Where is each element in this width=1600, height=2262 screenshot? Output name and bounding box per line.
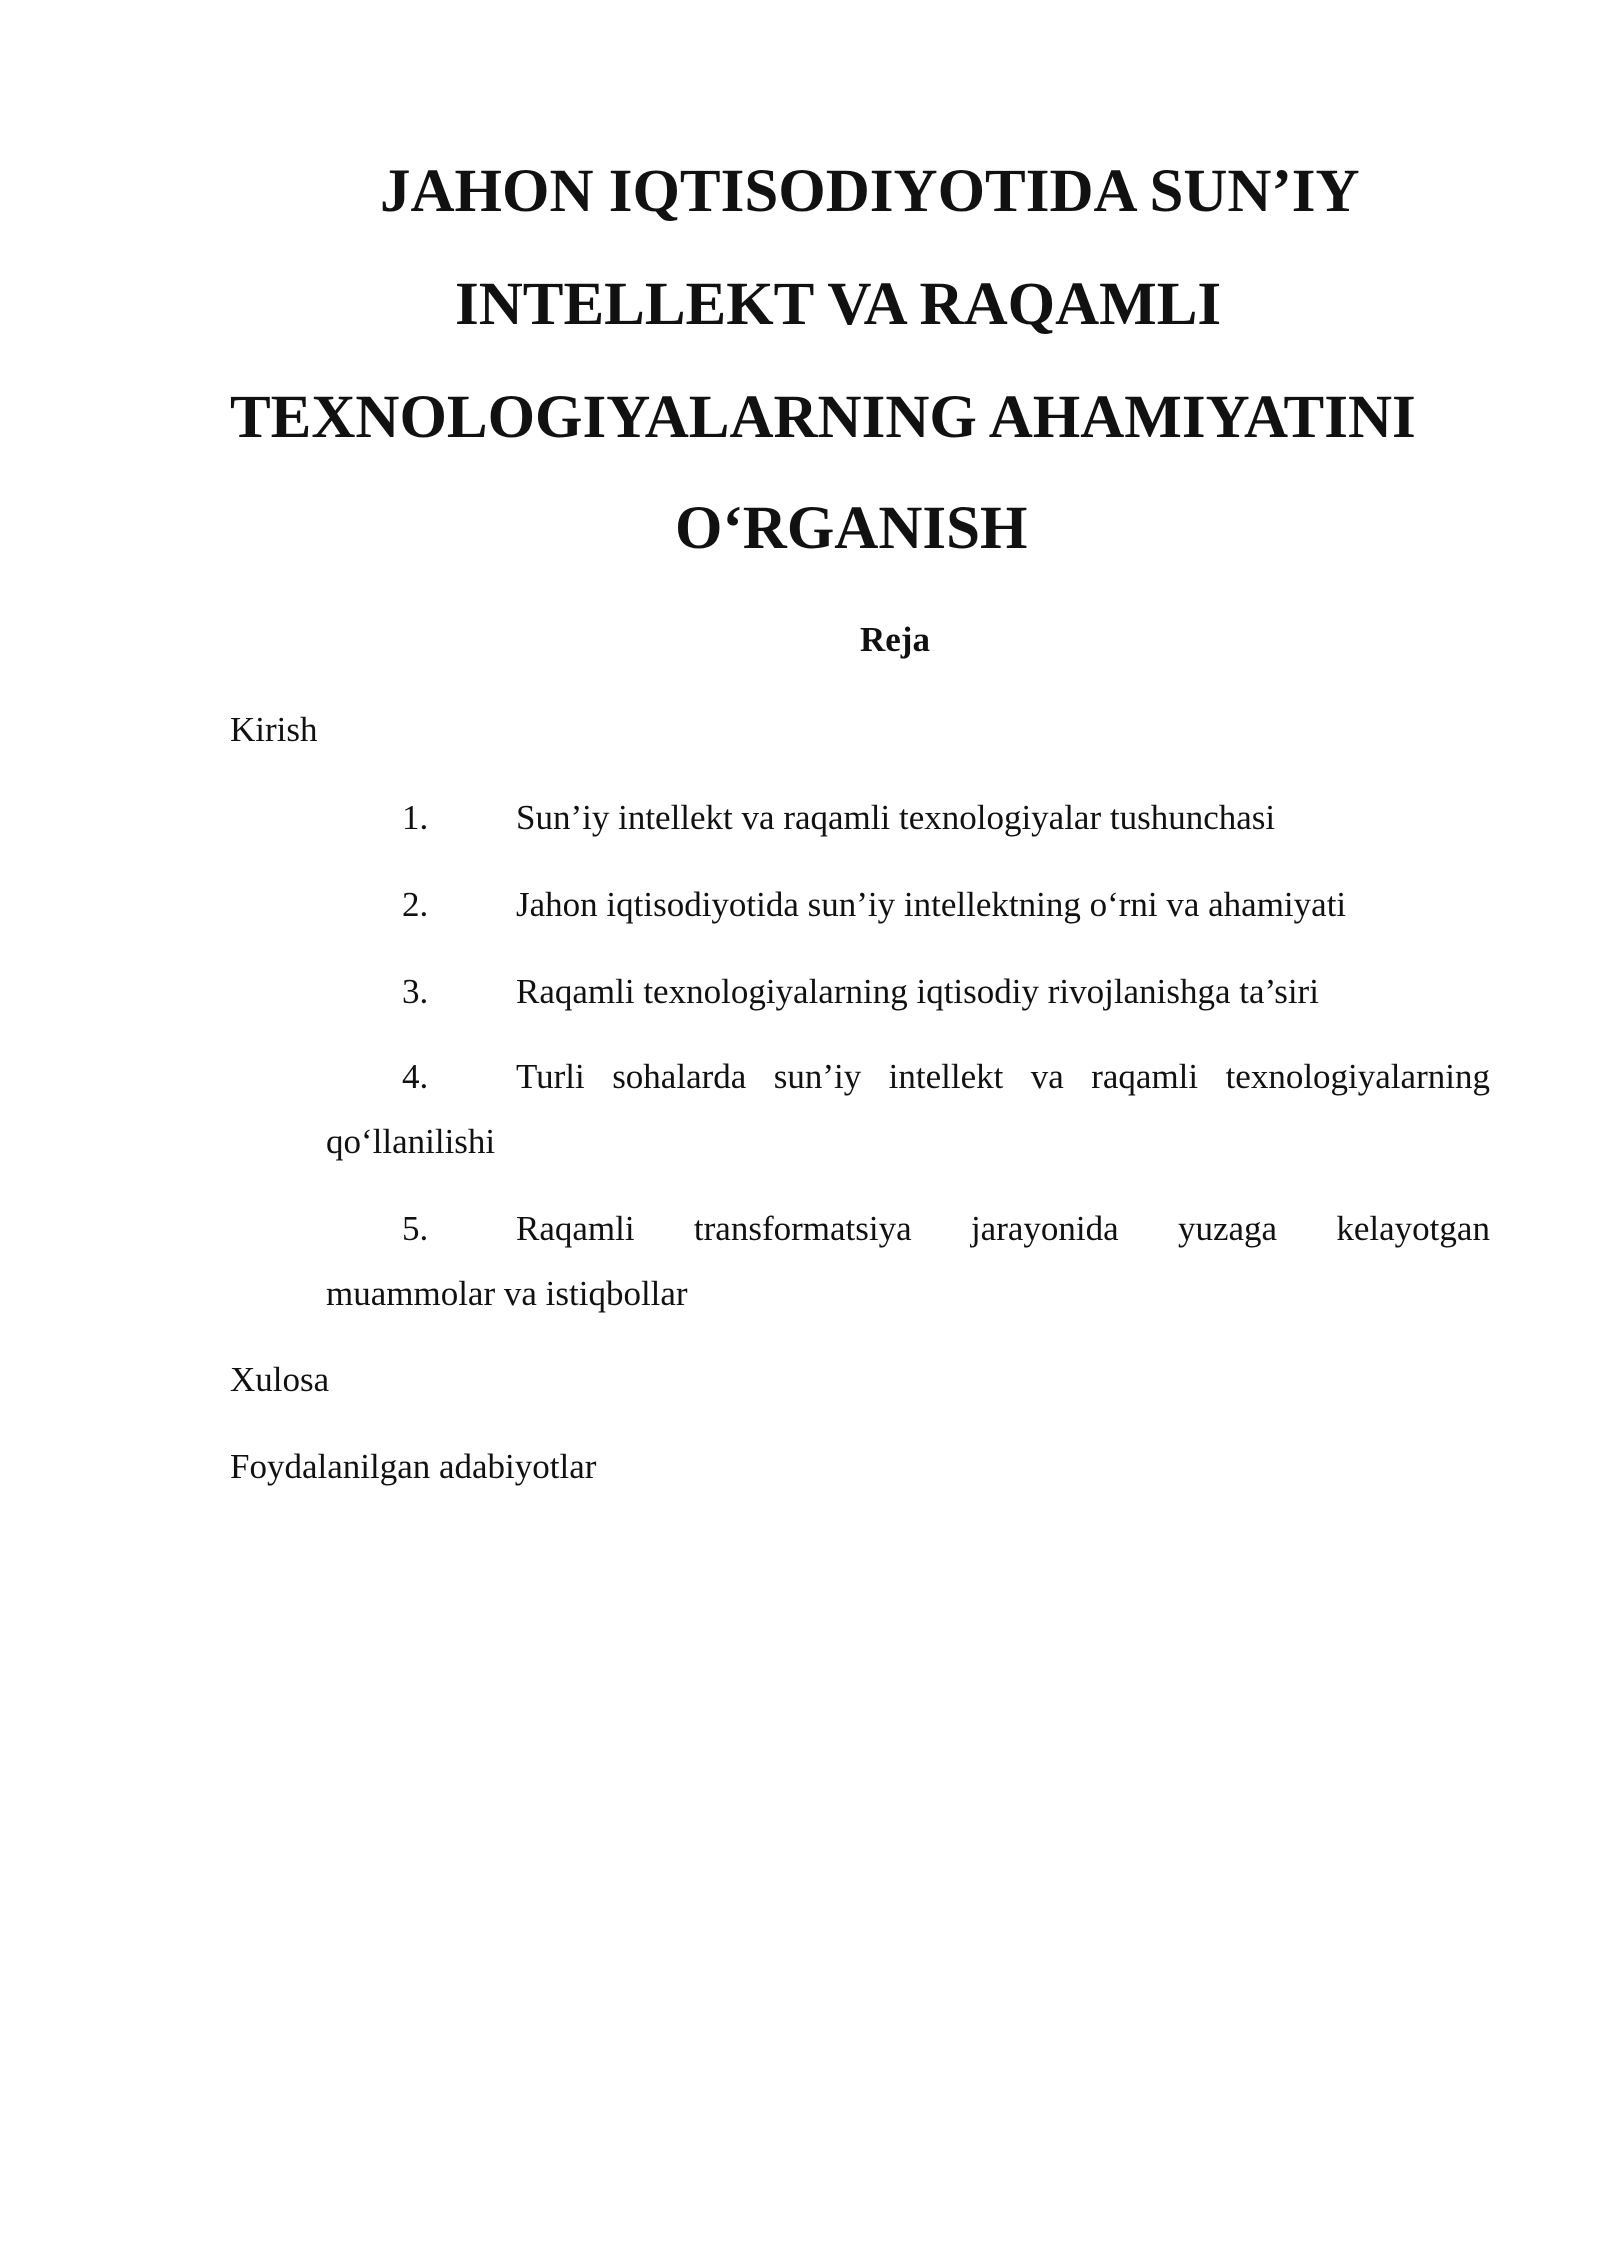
- plan-item-word: va: [1030, 1057, 1064, 1096]
- plan-item-number: 3.: [402, 972, 429, 1011]
- intro-entry: Kirish: [230, 710, 318, 749]
- plan-item-5: [326, 1207, 1490, 1313]
- plan-item-word: transformatsiya: [693, 1209, 912, 1248]
- title-line-2: INTELLEKT VA RAQAMLI: [455, 271, 1222, 338]
- title-line-3: TEXNOLOGIYALARNING AHAMIYATINI: [230, 384, 1416, 451]
- plan-item-continuation: muammolar va istiqbollar: [326, 1274, 688, 1313]
- plan-heading: Reja: [860, 620, 930, 659]
- plan-item-text: Sun’iy intellekt va raqamli texnologiyalar tushunchasi: [516, 798, 1276, 837]
- plan-item-continuation: qo‘llanilishi: [326, 1122, 496, 1161]
- plan-item-word: raqamli: [1091, 1057, 1199, 1096]
- plan-item-number: 2.: [402, 885, 429, 924]
- plan-item-3: [402, 970, 1490, 1014]
- plan-item-word: Turli: [516, 1057, 585, 1096]
- plan-item-number: 4.: [402, 1057, 429, 1096]
- plan-item-text: Jahon iqtisodiyotida sun’iy intellektning o‘rni va ahamiyati: [516, 885, 1347, 924]
- conclusion-entry: Xulosa: [230, 1360, 330, 1399]
- plan-item-word: jarayonida: [970, 1209, 1119, 1248]
- plan-item-number: 5.: [402, 1209, 429, 1248]
- plan-item-2: [402, 883, 1490, 927]
- plan-item-word: Raqamli: [516, 1209, 635, 1248]
- plan-item-word: intellekt: [888, 1057, 1004, 1096]
- plan-item-text: [516, 1207, 1490, 1251]
- plan-item-1: [402, 796, 1490, 840]
- plan-item-word: sohalarda: [612, 1057, 747, 1096]
- plan-item-number: 1.: [402, 798, 429, 837]
- references-entry: Foydalanilgan adabiyotlar: [230, 1447, 597, 1486]
- plan-item-word: kelayotgan: [1336, 1209, 1490, 1248]
- plan-item-word: yuzaga: [1177, 1209, 1278, 1248]
- title-line-4: O‘RGANISH: [675, 495, 1028, 562]
- plan-item-text: [516, 1055, 1490, 1099]
- plan-item-4: [326, 1055, 1490, 1161]
- title-line-1: JAHON IQTISODIYOTIDA SUN’IY: [380, 158, 1360, 225]
- plan-item-text: Raqamli texnologiyalarning iqtisodiy rivojlanishga ta’siri: [516, 972, 1319, 1011]
- plan-item-word: texnologiyalarning: [1225, 1057, 1490, 1096]
- plan-item-word: sun’iy: [773, 1057, 862, 1096]
